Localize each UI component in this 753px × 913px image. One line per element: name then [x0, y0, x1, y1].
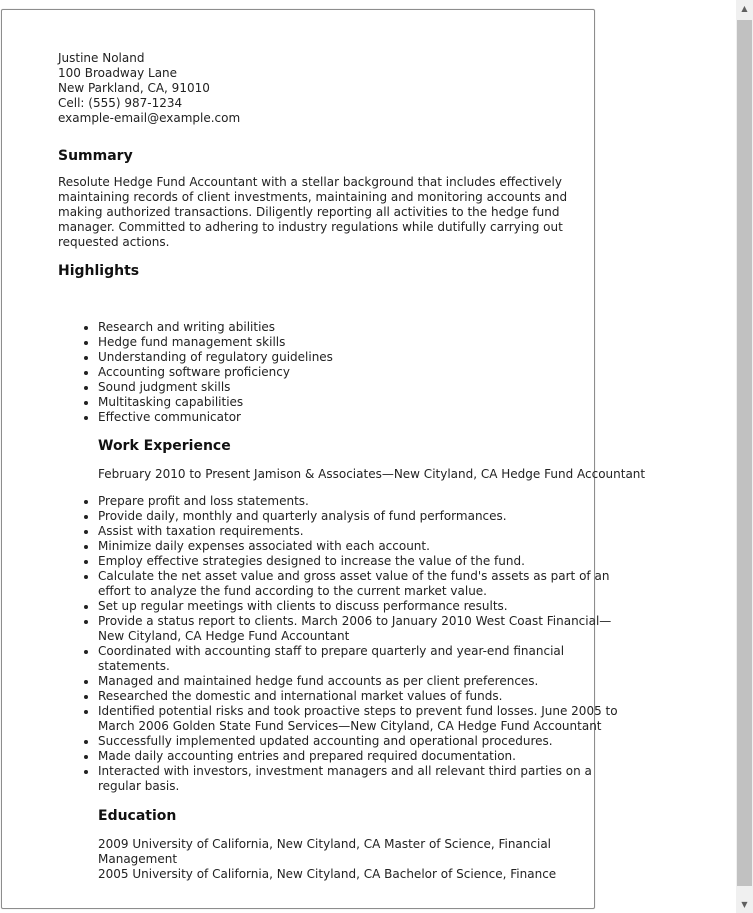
work-item: • Made daily accounting entries and prepared required documentation. [98, 749, 630, 764]
highlights-list [58, 320, 590, 425]
contact-email: example-email@example.com [58, 111, 241, 125]
vertical-scrollbar[interactable] [736, 0, 753, 913]
work-item: • Set up regular meetings with clients to discuss performance results. [98, 599, 630, 614]
scroll-up-arrow-icon[interactable]: ▲ [741, 4, 748, 13]
work-item: • Successfully implemented updated accounting and operational procedures. [98, 734, 630, 749]
contact-cell: Cell: (555) 987-1234 [58, 96, 183, 110]
summary-text: Resolute Hedge Fund Accountant with a stellar background that includes effectively maintaining records of client investments, maintaining and monitoring accounts and making authorized transactions. Diligently reporting all activities to the hedge fund manager. Committed to adhering to industry regulations while dutifully carrying out requested actions. [58, 175, 568, 249]
education-body [98, 837, 590, 882]
education-heading: Education [98, 808, 177, 824]
highlight-item: • Effective communicator [98, 410, 590, 425]
work-item: • Researched the domestic and international market values of funds. [98, 689, 630, 704]
contact-city: New Parkland, CA, 91010 [58, 81, 210, 95]
summary-heading: Summary [58, 148, 133, 164]
work-item: • Provide daily, monthly and quarterly analysis of fund performances. [98, 509, 630, 524]
contact-block [58, 51, 590, 126]
highlight-item: • Hedge fund management skills [98, 335, 590, 350]
highlight-item: • Understanding of regulatory guidelines [98, 350, 590, 365]
contact-name: Justine Noland [58, 51, 145, 65]
education-line: 2005 University of California, New Cityland, CA Bachelor of Science, Finance [98, 867, 557, 881]
work-experience-heading: Work Experience [98, 438, 231, 454]
highlight-item: • Multitasking capabilities [98, 395, 590, 410]
highlight-item: • Accounting software proficiency [98, 365, 590, 380]
work-item: • Prepare profit and loss statements. [98, 494, 630, 509]
highlight-item: • Research and writing abilities [98, 320, 590, 335]
highlight-item: • Sound judgment skills [98, 380, 590, 395]
work-item: • Provide a status report to clients. March 2006 to January 2010 West Coast Financial—New Cityland, CA Hedge Fund Accountant [98, 614, 630, 644]
education-line: 2009 University of California, New Cityland, CA Master of Science, Financial Management [98, 837, 552, 866]
work-experience-section [58, 437, 646, 482]
work-item: • Interacted with investors, investment managers and all relevant third parties on a regular basis. [98, 764, 630, 794]
work-experience-list [58, 494, 630, 794]
scroll-down-arrow-icon[interactable]: ▼ [741, 900, 748, 909]
scrollbar-thumb[interactable] [737, 20, 752, 886]
resume-content [58, 51, 646, 882]
resume-page [1, 9, 646, 909]
highlights-heading: Highlights [58, 263, 140, 279]
work-item: • Coordinated with accounting staff to prepare quarterly and year-end financial statements. [98, 644, 630, 674]
work-item: • Identified potential risks and took proactive steps to prevent fund losses. June 2005 to March 2006 Golden State Fund Services—New Cityland, CA Hedge Fund Accountant [98, 704, 630, 734]
job-line: February 2010 to Present Jamison & Associates—New Cityland, CA Hedge Fund Accountant [98, 467, 646, 481]
work-item: • Managed and maintained hedge fund accounts as per client preferences. [98, 674, 630, 689]
work-item: • Assist with taxation requirements. [98, 524, 630, 539]
work-item: • Minimize daily expenses associated with each account. [98, 539, 630, 554]
work-item: • Calculate the net asset value and gross asset value of the fund's assets as part of an effort to analyze the fund according to the current market value. [98, 569, 630, 599]
contact-street: 100 Broadway Lane [58, 66, 178, 80]
work-item: • Employ effective strategies designed to increase the value of the fund. [98, 554, 630, 569]
education-section [58, 807, 590, 882]
